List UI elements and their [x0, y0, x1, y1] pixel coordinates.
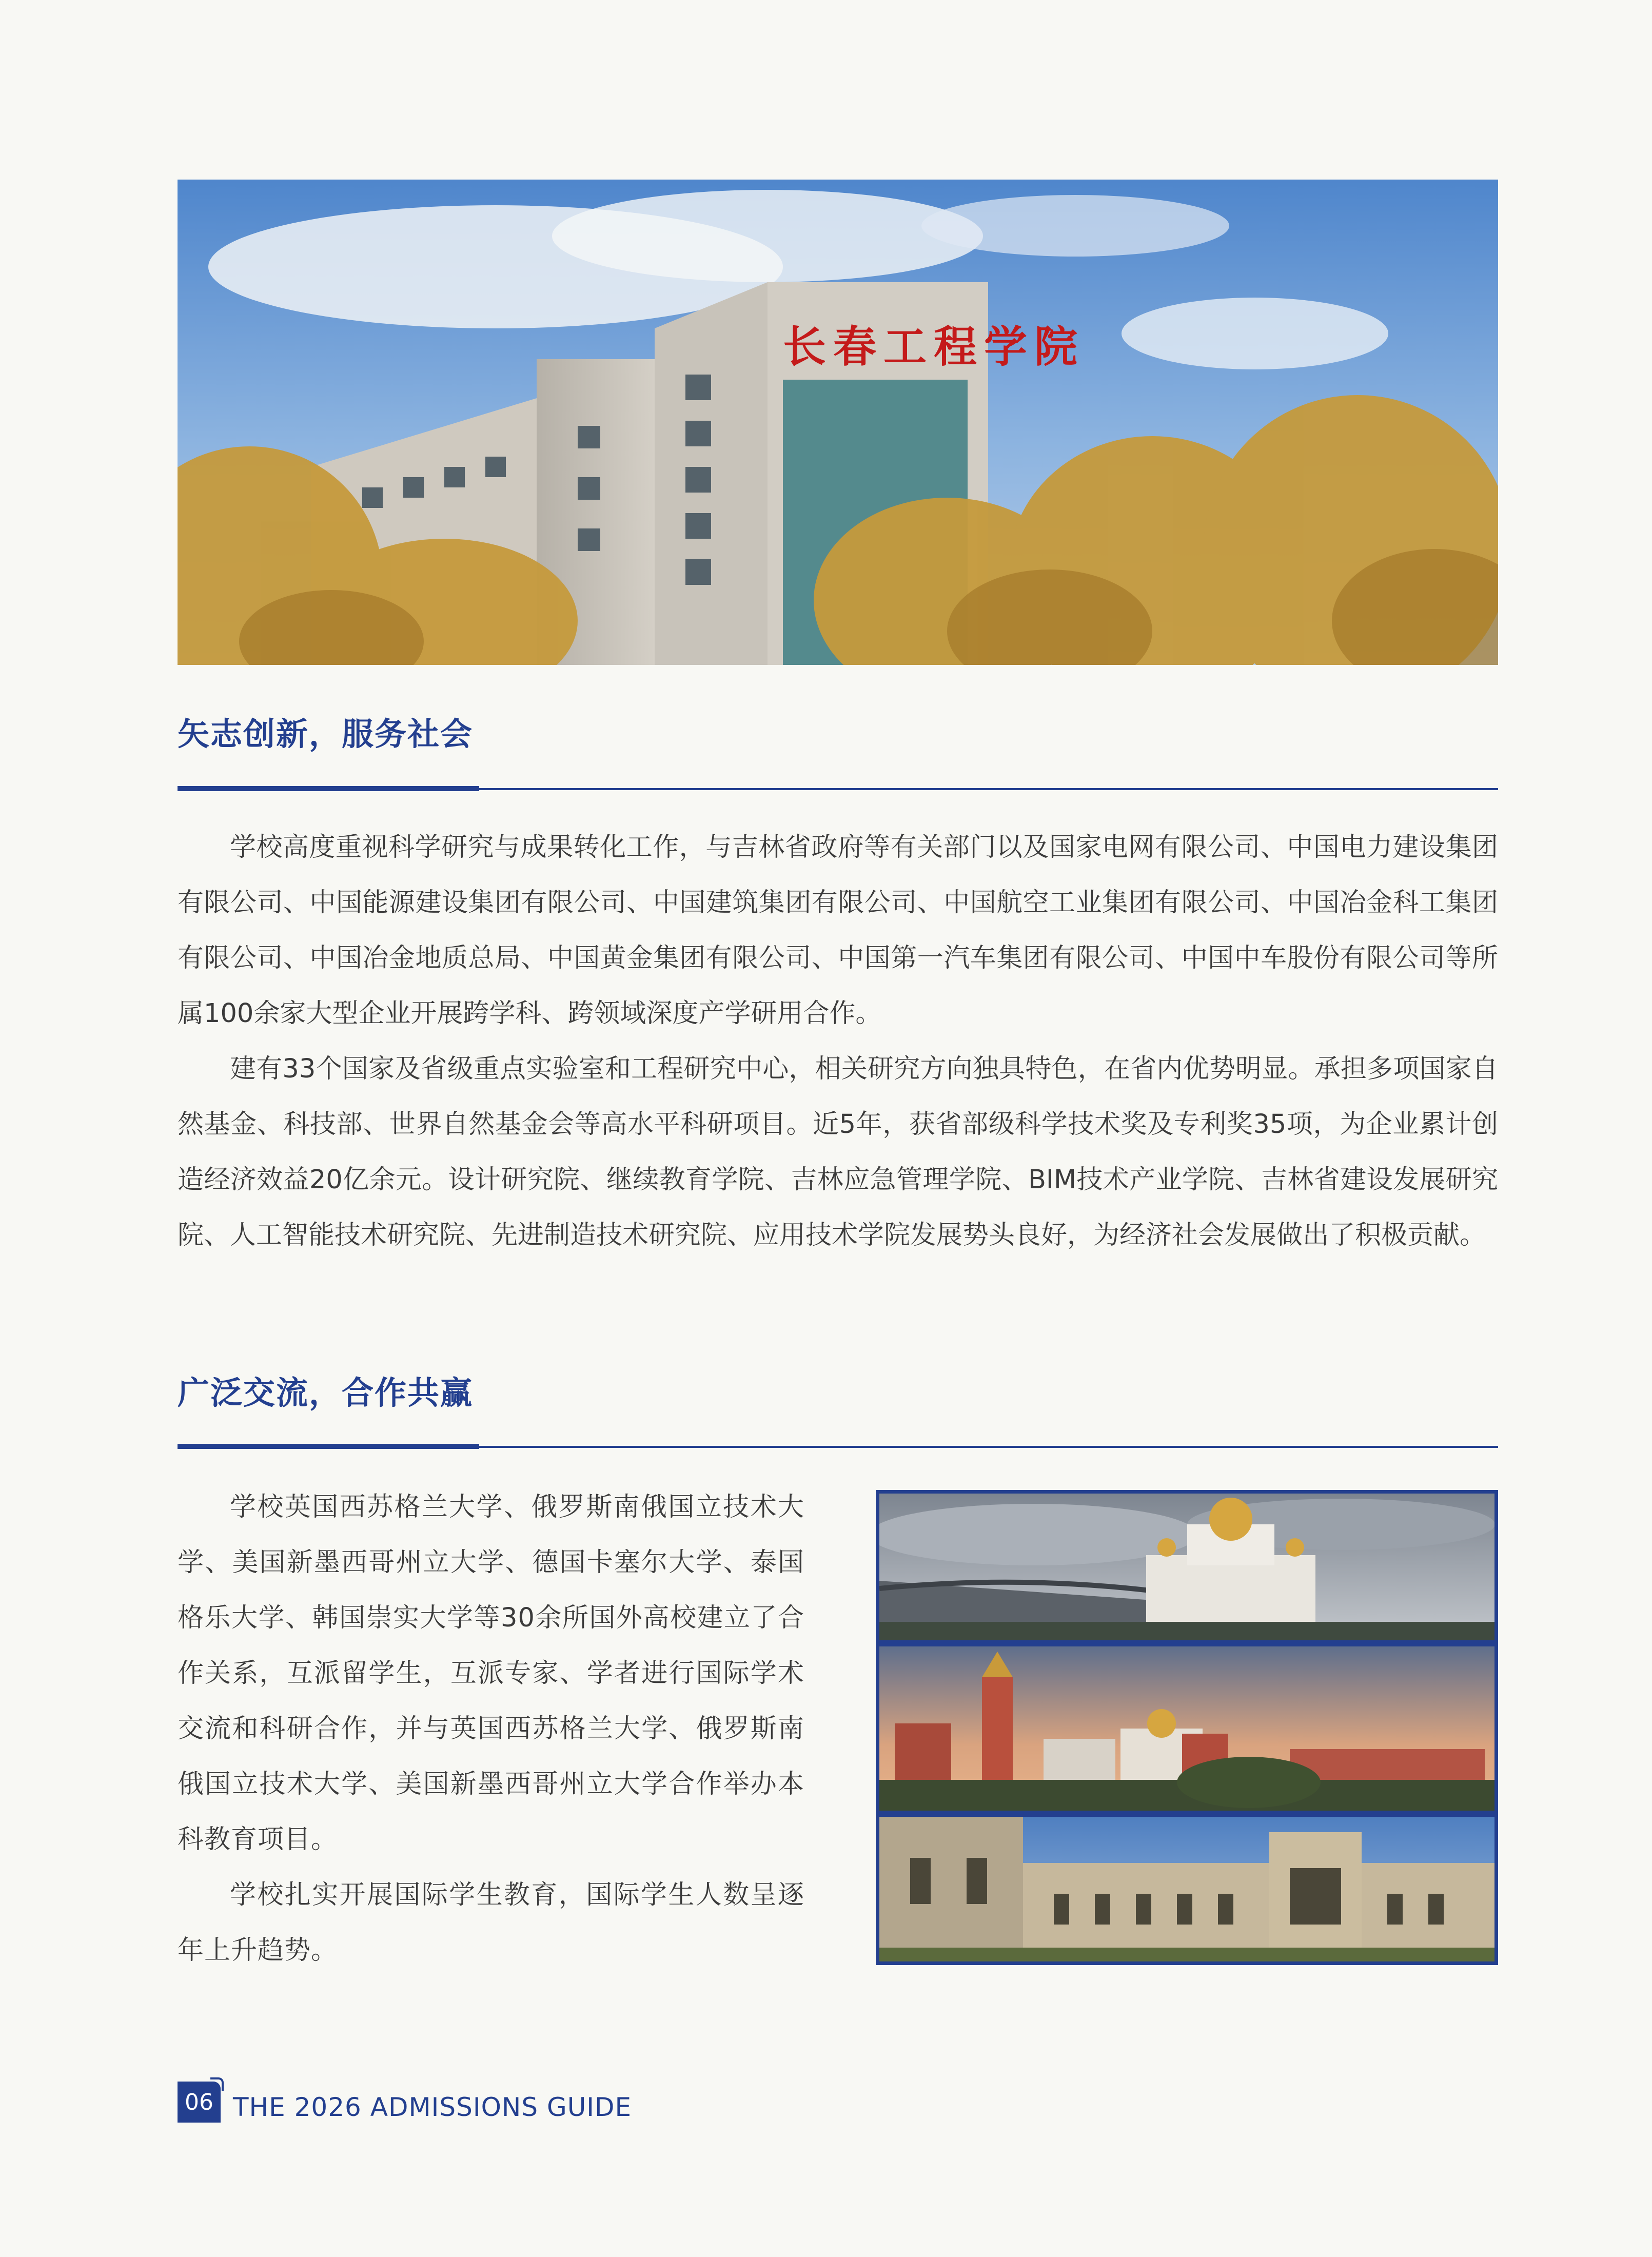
campus-building-photo [178, 180, 1498, 665]
building-sign-text: 长春工程学院 [783, 321, 1085, 372]
section-title-innovation: 矢志创新，服务社会 [178, 715, 474, 753]
page-number-badge: 06 [178, 2082, 221, 2123]
section-body-exchange [178, 1480, 804, 1978]
section-divider-accent [178, 786, 479, 791]
section-divider-accent [178, 1444, 479, 1449]
cathedral-photo [879, 1494, 1494, 1640]
paragraph: 学校高度重视科学研究与成果转化工作，与吉林省政府等有关部门以及国家电网有限公司、中国电力建设集团有限公司、中国能源建设集团有限公司、中国建筑集团有限公司、中国航空工业集团有限公司、中国冶金科工集团有限公司、中国冶金地质总局、中国黄金集团有限公司、中国第一汽车集团有限公司、中国中车股份有限公司等所属100余家大型企业开展跨学科、跨领域深度产学研用合作。 [178, 832, 1498, 1029]
monastery-photo [879, 1646, 1494, 1811]
paragraph: 建有33个国家及省级重点实验室和工程研究中心，相关研究方向独具特色，在省内优势明显。承担多项国家自然基金、科技部、世界自然基金会等高水平科研项目。近5年，获省部级科学技术奖及专利奖35项，为企业累计创造经济效益20亿余元。设计研究院、继续教育学院、吉林应急管理学院、BIM技术产业学院、吉林省建设发展研究院、人工智能技术研究院、先进制造技术研究院、应用技术学院发展势头良好，为经济社会发展做出了积极贡献。 [178, 1054, 1498, 1250]
university-hall-photo [879, 1817, 1494, 1961]
paragraph: 学校英国西苏格兰大学、俄罗斯南俄国立技术大学、美国新墨西哥州立大学、德国卡塞尔大学、泰国格乐大学、韩国崇实大学等30余所国外高校建立了合作关系，互派留学生，互派专家、学者进行国际学术交流和科研合作，并与英国西苏格兰大学、俄罗斯南俄国立技术大学、美国新墨西哥州立大学合作举办本科教育项目。 [178, 1492, 804, 1855]
paragraph: 学校扎实开展国际学生教育，国际学生人数呈逐年上升趋势。 [178, 1880, 804, 1966]
international-photo-collage [876, 1490, 1498, 1965]
section-body-innovation [178, 820, 1498, 1263]
section-title-exchange: 广泛交流，合作共赢 [178, 1374, 474, 1411]
footer-guide-title: THE 2026 ADMISSIONS GUIDE [233, 2092, 632, 2122]
